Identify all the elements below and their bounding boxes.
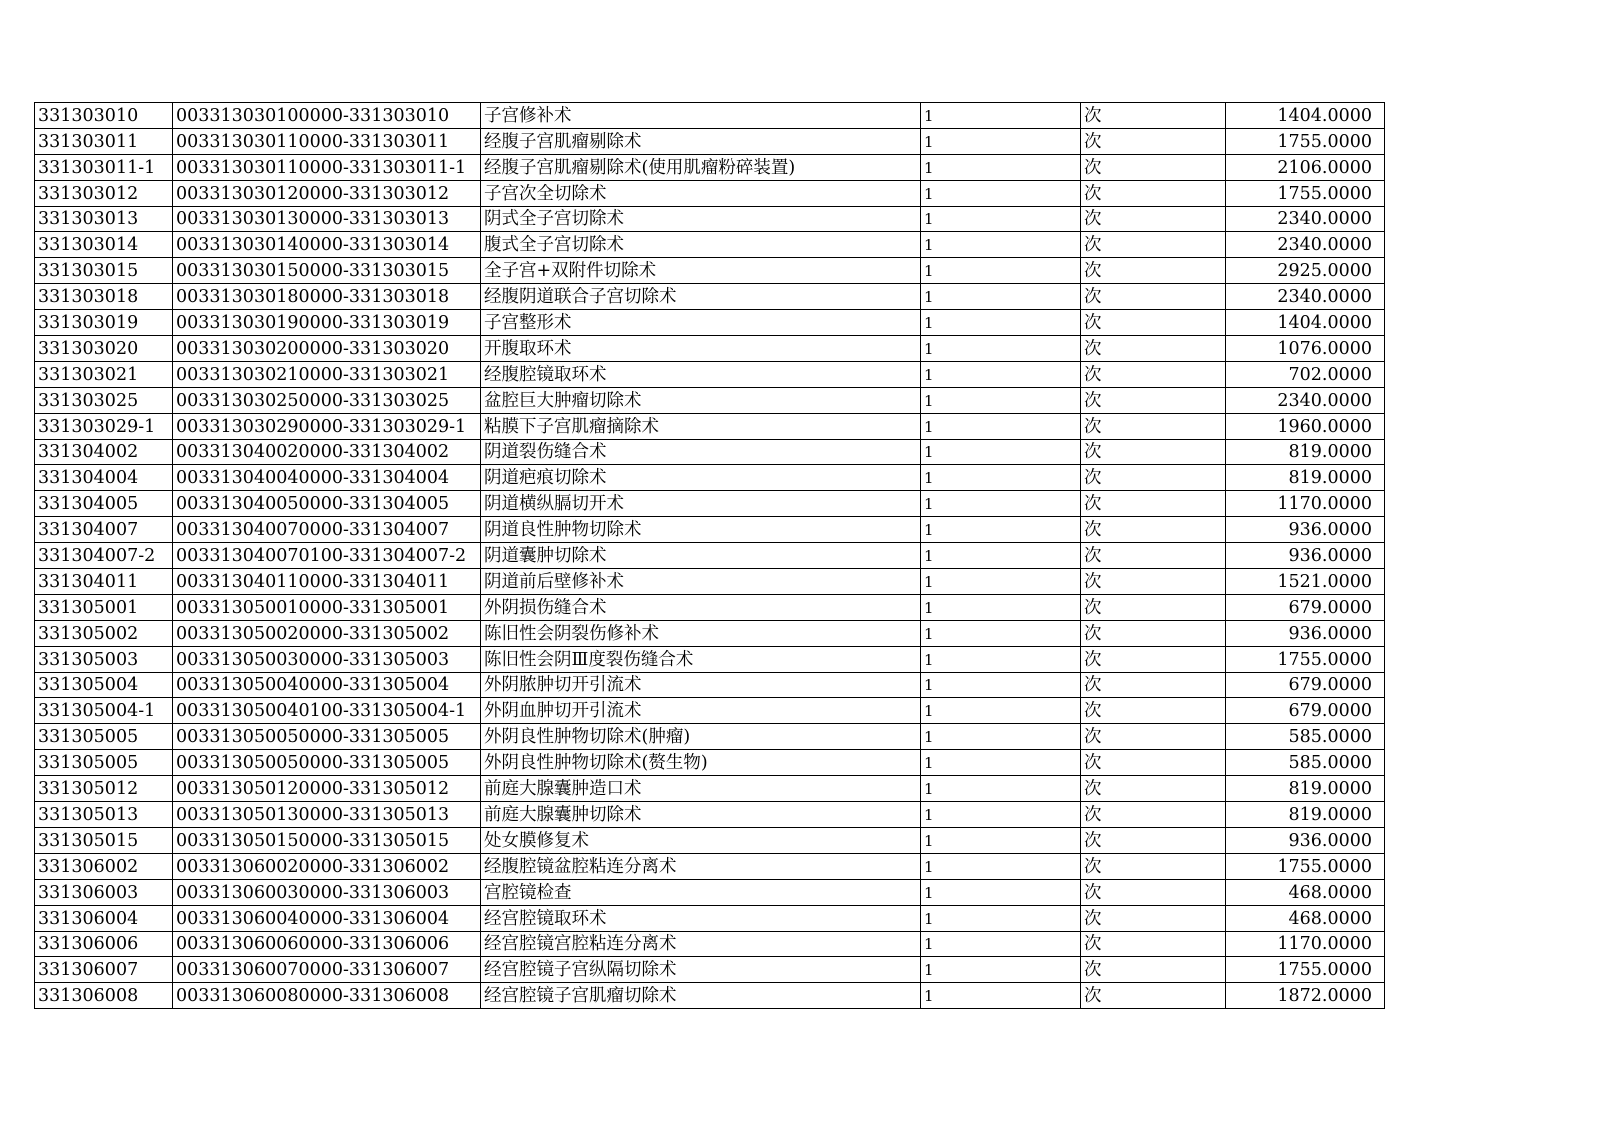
item-code-cell: 331305002 — [35, 620, 173, 646]
table-row — [35, 543, 1385, 569]
item-name-cell: 陈旧性会阴Ⅲ度裂伤缝合术 — [481, 646, 921, 672]
item-name-cell: 经腹子宫肌瘤剔除术(使用肌瘤粉碎装置) — [481, 154, 921, 180]
quantity-cell: 1 — [921, 931, 1081, 957]
quantity-cell: 1 — [921, 827, 1081, 853]
item-name-cell: 盆腔巨大肿瘤切除术 — [481, 387, 921, 413]
quantity-cell: 1 — [921, 620, 1081, 646]
item-name-cell: 子宫整形术 — [481, 310, 921, 336]
table-row — [35, 905, 1385, 931]
item-name-cell: 经宫腔镜子宫肌瘤切除术 — [481, 983, 921, 1009]
item-code-cell: 331304005 — [35, 491, 173, 517]
table-row — [35, 103, 1385, 129]
table-row — [35, 620, 1385, 646]
item-code-cell: 331304004 — [35, 465, 173, 491]
price-cell: 936.0000 — [1226, 827, 1385, 853]
price-cell: 1404.0000 — [1226, 310, 1385, 336]
item-name-cell: 粘膜下子宫肌瘤摘除术 — [481, 413, 921, 439]
table-row — [35, 284, 1385, 310]
item-name-cell: 经宫腔镜子宫纵隔切除术 — [481, 957, 921, 983]
unit-cell: 次 — [1081, 517, 1226, 543]
table-row — [35, 569, 1385, 595]
table-row — [35, 180, 1385, 206]
full-code-cell: 003313050150000-331305015 — [173, 827, 481, 853]
item-code-cell: 331306008 — [35, 983, 173, 1009]
table-row — [35, 232, 1385, 258]
item-code-cell: 331305003 — [35, 646, 173, 672]
quantity-cell: 1 — [921, 543, 1081, 569]
full-code-cell: 003313050040000-331305004 — [173, 672, 481, 698]
price-cell: 468.0000 — [1226, 879, 1385, 905]
item-name-cell: 阴道良性肿物切除术 — [481, 517, 921, 543]
unit-cell: 次 — [1081, 672, 1226, 698]
table-row — [35, 154, 1385, 180]
quantity-cell: 1 — [921, 258, 1081, 284]
item-code-cell: 331303013 — [35, 206, 173, 232]
table-row — [35, 672, 1385, 698]
unit-cell: 次 — [1081, 594, 1226, 620]
price-cell: 1755.0000 — [1226, 646, 1385, 672]
quantity-cell: 1 — [921, 698, 1081, 724]
quantity-cell: 1 — [921, 517, 1081, 543]
full-code-cell: 003313040050000-331304005 — [173, 491, 481, 517]
price-cell: 936.0000 — [1226, 543, 1385, 569]
table-row — [35, 206, 1385, 232]
item-name-cell: 子宫次全切除术 — [481, 180, 921, 206]
table-row — [35, 310, 1385, 336]
quantity-cell: 1 — [921, 491, 1081, 517]
item-code-cell: 331306006 — [35, 931, 173, 957]
item-name-cell: 处女膜修复术 — [481, 827, 921, 853]
item-name-cell: 外阴损伤缝合术 — [481, 594, 921, 620]
quantity-cell: 1 — [921, 750, 1081, 776]
price-cell: 1076.0000 — [1226, 336, 1385, 362]
item-code-cell: 331305013 — [35, 802, 173, 828]
price-cell: 679.0000 — [1226, 672, 1385, 698]
quantity-cell: 1 — [921, 103, 1081, 129]
item-name-cell: 阴式全子宫切除术 — [481, 206, 921, 232]
item-name-cell: 阴道裂伤缝合术 — [481, 439, 921, 465]
table-row — [35, 879, 1385, 905]
quantity-cell: 1 — [921, 983, 1081, 1009]
full-code-cell: 003313030100000-331303010 — [173, 103, 481, 129]
table-row — [35, 724, 1385, 750]
quantity-cell: 1 — [921, 439, 1081, 465]
unit-cell: 次 — [1081, 983, 1226, 1009]
quantity-cell: 1 — [921, 413, 1081, 439]
item-code-cell: 331303019 — [35, 310, 173, 336]
item-code-cell: 331305004-1 — [35, 698, 173, 724]
quantity-cell: 1 — [921, 154, 1081, 180]
full-code-cell: 003313040070100-331304007-2 — [173, 543, 481, 569]
full-code-cell: 003313050010000-331305001 — [173, 594, 481, 620]
unit-cell: 次 — [1081, 853, 1226, 879]
full-code-cell: 003313030140000-331303014 — [173, 232, 481, 258]
item-name-cell: 外阴血肿切开引流术 — [481, 698, 921, 724]
unit-cell: 次 — [1081, 128, 1226, 154]
unit-cell: 次 — [1081, 103, 1226, 129]
table-row — [35, 387, 1385, 413]
unit-cell: 次 — [1081, 646, 1226, 672]
item-name-cell: 经腹阴道联合子宫切除术 — [481, 284, 921, 310]
table-row — [35, 931, 1385, 957]
item-code-cell: 331303010 — [35, 103, 173, 129]
full-code-cell: 003313030120000-331303012 — [173, 180, 481, 206]
unit-cell: 次 — [1081, 232, 1226, 258]
table-row — [35, 853, 1385, 879]
full-code-cell: 003313060080000-331306008 — [173, 983, 481, 1009]
unit-cell: 次 — [1081, 879, 1226, 905]
item-code-cell: 331306003 — [35, 879, 173, 905]
full-code-cell: 003313030150000-331303015 — [173, 258, 481, 284]
full-code-cell: 003313050030000-331305003 — [173, 646, 481, 672]
item-name-cell: 经腹腔镜取环术 — [481, 361, 921, 387]
price-cell: 1170.0000 — [1226, 491, 1385, 517]
table-row — [35, 465, 1385, 491]
item-name-cell: 腹式全子宫切除术 — [481, 232, 921, 258]
price-cell: 819.0000 — [1226, 776, 1385, 802]
price-cell: 1755.0000 — [1226, 180, 1385, 206]
item-code-cell: 331305004 — [35, 672, 173, 698]
item-name-cell: 子宫修补术 — [481, 103, 921, 129]
item-name-cell: 经宫腔镜宫腔粘连分离术 — [481, 931, 921, 957]
item-code-cell: 331303018 — [35, 284, 173, 310]
item-name-cell: 阴道前后壁修补术 — [481, 569, 921, 595]
unit-cell: 次 — [1081, 180, 1226, 206]
price-cell: 936.0000 — [1226, 620, 1385, 646]
full-code-cell: 003313050130000-331305013 — [173, 802, 481, 828]
item-code-cell: 331304002 — [35, 439, 173, 465]
table-row — [35, 983, 1385, 1009]
full-code-cell: 003313060030000-331306003 — [173, 879, 481, 905]
table-row — [35, 361, 1385, 387]
quantity-cell: 1 — [921, 957, 1081, 983]
price-cell: 468.0000 — [1226, 905, 1385, 931]
table-row — [35, 413, 1385, 439]
full-code-cell: 003313030180000-331303018 — [173, 284, 481, 310]
table-row — [35, 128, 1385, 154]
full-code-cell: 003313040020000-331304002 — [173, 439, 481, 465]
item-name-cell: 宫腔镜检查 — [481, 879, 921, 905]
price-cell: 1755.0000 — [1226, 957, 1385, 983]
price-cell: 1521.0000 — [1226, 569, 1385, 595]
table-row — [35, 957, 1385, 983]
unit-cell: 次 — [1081, 387, 1226, 413]
unit-cell: 次 — [1081, 258, 1226, 284]
item-name-cell: 阴道横纵膈切开术 — [481, 491, 921, 517]
item-code-cell: 331305001 — [35, 594, 173, 620]
full-code-cell: 003313050050000-331305005 — [173, 724, 481, 750]
item-code-cell: 331303015 — [35, 258, 173, 284]
item-code-cell: 331306004 — [35, 905, 173, 931]
full-code-cell: 003313030210000-331303021 — [173, 361, 481, 387]
unit-cell: 次 — [1081, 491, 1226, 517]
full-code-cell: 003313030250000-331303025 — [173, 387, 481, 413]
table-row — [35, 594, 1385, 620]
quantity-cell: 1 — [921, 569, 1081, 595]
table-row — [35, 517, 1385, 543]
item-code-cell: 331306002 — [35, 853, 173, 879]
item-name-cell: 全子宫+双附件切除术 — [481, 258, 921, 284]
full-code-cell: 003313030290000-331303029-1 — [173, 413, 481, 439]
item-code-cell: 331304007 — [35, 517, 173, 543]
item-name-cell: 经宫腔镜取环术 — [481, 905, 921, 931]
table-row — [35, 646, 1385, 672]
item-name-cell: 开腹取环术 — [481, 336, 921, 362]
item-code-cell: 331303014 — [35, 232, 173, 258]
price-cell: 679.0000 — [1226, 594, 1385, 620]
table-row — [35, 491, 1385, 517]
item-name-cell: 前庭大腺囊肿切除术 — [481, 802, 921, 828]
quantity-cell: 1 — [921, 180, 1081, 206]
price-cell: 1755.0000 — [1226, 853, 1385, 879]
price-cell: 1872.0000 — [1226, 983, 1385, 1009]
unit-cell: 次 — [1081, 543, 1226, 569]
quantity-cell: 1 — [921, 802, 1081, 828]
price-cell: 702.0000 — [1226, 361, 1385, 387]
item-code-cell: 331303025 — [35, 387, 173, 413]
quantity-cell: 1 — [921, 646, 1081, 672]
item-code-cell: 331303011-1 — [35, 154, 173, 180]
table-row — [35, 802, 1385, 828]
item-name-cell: 阴道疤痕切除术 — [481, 465, 921, 491]
full-code-cell: 003313030110000-331303011 — [173, 128, 481, 154]
unit-cell: 次 — [1081, 154, 1226, 180]
quantity-cell: 1 — [921, 232, 1081, 258]
full-code-cell: 003313030110000-331303011-1 — [173, 154, 481, 180]
quantity-cell: 1 — [921, 724, 1081, 750]
full-code-cell: 003313030200000-331303020 — [173, 336, 481, 362]
full-code-cell: 003313040110000-331304011 — [173, 569, 481, 595]
quantity-cell: 1 — [921, 128, 1081, 154]
price-cell: 679.0000 — [1226, 698, 1385, 724]
table-row — [35, 827, 1385, 853]
item-code-cell: 331303012 — [35, 180, 173, 206]
table-row — [35, 258, 1385, 284]
unit-cell: 次 — [1081, 361, 1226, 387]
price-cell: 936.0000 — [1226, 517, 1385, 543]
full-code-cell: 003313030130000-331303013 — [173, 206, 481, 232]
full-code-cell: 003313060040000-331306004 — [173, 905, 481, 931]
table-row — [35, 336, 1385, 362]
full-code-cell: 003313050050000-331305005 — [173, 750, 481, 776]
unit-cell: 次 — [1081, 284, 1226, 310]
unit-cell: 次 — [1081, 931, 1226, 957]
price-cell: 2340.0000 — [1226, 232, 1385, 258]
price-cell: 2106.0000 — [1226, 154, 1385, 180]
quantity-cell: 1 — [921, 336, 1081, 362]
item-name-cell: 经腹腔镜盆腔粘连分离术 — [481, 853, 921, 879]
item-code-cell: 331305012 — [35, 776, 173, 802]
price-cell: 1170.0000 — [1226, 931, 1385, 957]
quantity-cell: 1 — [921, 594, 1081, 620]
price-cell: 585.0000 — [1226, 724, 1385, 750]
quantity-cell: 1 — [921, 672, 1081, 698]
quantity-cell: 1 — [921, 465, 1081, 491]
item-code-cell: 331305005 — [35, 724, 173, 750]
quantity-cell: 1 — [921, 879, 1081, 905]
item-code-cell: 331305015 — [35, 827, 173, 853]
full-code-cell: 003313030190000-331303019 — [173, 310, 481, 336]
item-name-cell: 外阴良性肿物切除术(肿瘤) — [481, 724, 921, 750]
full-code-cell: 003313060020000-331306002 — [173, 853, 481, 879]
item-code-cell: 331305005 — [35, 750, 173, 776]
price-cell: 2340.0000 — [1226, 206, 1385, 232]
quantity-cell: 1 — [921, 905, 1081, 931]
item-code-cell: 331303029-1 — [35, 413, 173, 439]
unit-cell: 次 — [1081, 827, 1226, 853]
item-code-cell: 331304011 — [35, 569, 173, 595]
item-name-cell: 外阴脓肿切开引流术 — [481, 672, 921, 698]
price-cell: 2925.0000 — [1226, 258, 1385, 284]
full-code-cell: 003313060060000-331306006 — [173, 931, 481, 957]
item-name-cell: 经腹子宫肌瘤剔除术 — [481, 128, 921, 154]
table-row — [35, 698, 1385, 724]
item-code-cell: 331303011 — [35, 128, 173, 154]
price-cell: 819.0000 — [1226, 465, 1385, 491]
unit-cell: 次 — [1081, 413, 1226, 439]
price-cell: 1404.0000 — [1226, 103, 1385, 129]
price-cell: 1960.0000 — [1226, 413, 1385, 439]
price-cell: 819.0000 — [1226, 439, 1385, 465]
price-cell: 819.0000 — [1226, 802, 1385, 828]
item-code-cell: 331303020 — [35, 336, 173, 362]
quantity-cell: 1 — [921, 387, 1081, 413]
table-row — [35, 750, 1385, 776]
quantity-cell: 1 — [921, 361, 1081, 387]
price-cell: 2340.0000 — [1226, 387, 1385, 413]
unit-cell: 次 — [1081, 750, 1226, 776]
table-row — [35, 439, 1385, 465]
unit-cell: 次 — [1081, 336, 1226, 362]
item-name-cell: 外阴良性肿物切除术(赘生物) — [481, 750, 921, 776]
item-name-cell: 阴道囊肿切除术 — [481, 543, 921, 569]
full-code-cell: 003313050040100-331305004-1 — [173, 698, 481, 724]
unit-cell: 次 — [1081, 724, 1226, 750]
unit-cell: 次 — [1081, 620, 1226, 646]
unit-cell: 次 — [1081, 776, 1226, 802]
quantity-cell: 1 — [921, 206, 1081, 232]
fee-table-body — [35, 103, 1385, 1009]
quantity-cell: 1 — [921, 853, 1081, 879]
unit-cell: 次 — [1081, 698, 1226, 724]
quantity-cell: 1 — [921, 284, 1081, 310]
item-name-cell: 陈旧性会阴裂伤修补术 — [481, 620, 921, 646]
item-name-cell: 前庭大腺囊肿造口术 — [481, 776, 921, 802]
unit-cell: 次 — [1081, 569, 1226, 595]
price-cell: 1755.0000 — [1226, 128, 1385, 154]
fee-table — [34, 102, 1385, 1009]
item-code-cell: 331306007 — [35, 957, 173, 983]
unit-cell: 次 — [1081, 905, 1226, 931]
unit-cell: 次 — [1081, 439, 1226, 465]
full-code-cell: 003313050120000-331305012 — [173, 776, 481, 802]
price-cell: 585.0000 — [1226, 750, 1385, 776]
full-code-cell: 003313040070000-331304007 — [173, 517, 481, 543]
quantity-cell: 1 — [921, 776, 1081, 802]
item-code-cell: 331304007-2 — [35, 543, 173, 569]
full-code-cell: 003313040040000-331304004 — [173, 465, 481, 491]
price-cell: 2340.0000 — [1226, 284, 1385, 310]
table-row — [35, 776, 1385, 802]
unit-cell: 次 — [1081, 802, 1226, 828]
unit-cell: 次 — [1081, 310, 1226, 336]
unit-cell: 次 — [1081, 206, 1226, 232]
unit-cell: 次 — [1081, 465, 1226, 491]
full-code-cell: 003313060070000-331306007 — [173, 957, 481, 983]
quantity-cell: 1 — [921, 310, 1081, 336]
item-code-cell: 331303021 — [35, 361, 173, 387]
unit-cell: 次 — [1081, 957, 1226, 983]
full-code-cell: 003313050020000-331305002 — [173, 620, 481, 646]
